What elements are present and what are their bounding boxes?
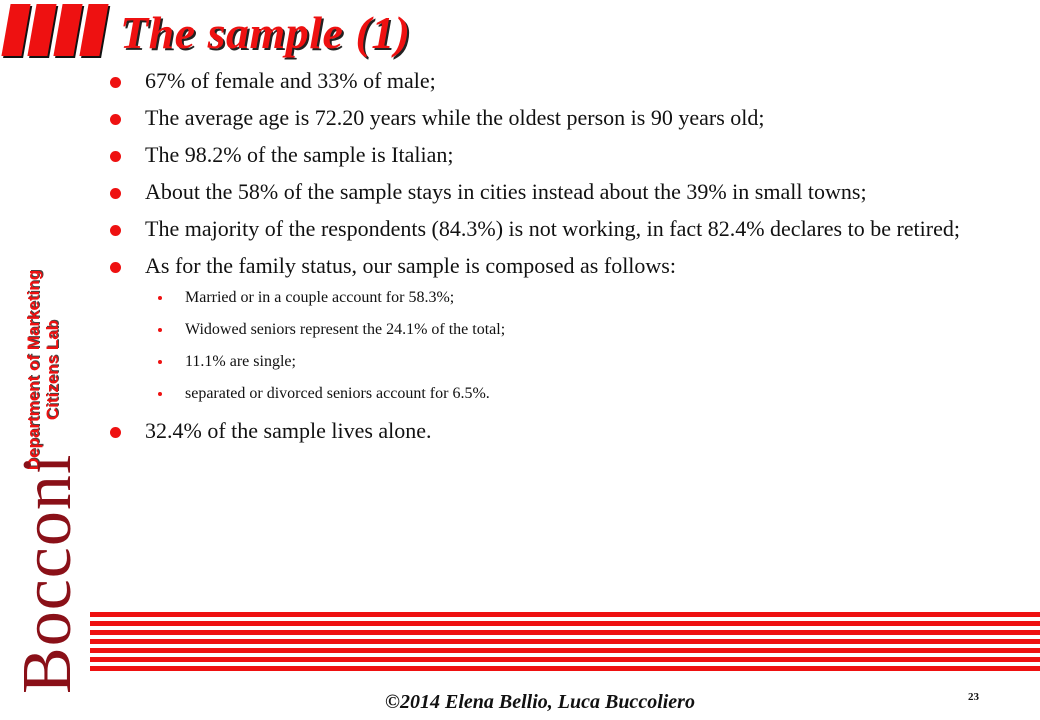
sub-bullet-item xyxy=(108,384,988,404)
bullet-list xyxy=(108,68,988,455)
bullet-item xyxy=(108,142,988,167)
sub-bullet-item xyxy=(108,288,988,308)
red-stripe xyxy=(90,657,1040,662)
bullet-text: The 98.2% of the sample is Italian; xyxy=(145,142,454,167)
sub-bullet-dot-icon xyxy=(158,392,162,396)
bullet-text: 67% of female and 33% of male; xyxy=(145,68,436,93)
footer-copyright: ©2014 Elena Bellio, Luca Buccoliero xyxy=(385,691,695,713)
page-number: 23 xyxy=(968,691,979,703)
bocconi-logo: Bocconi xyxy=(9,453,86,694)
red-stripe xyxy=(90,639,1040,644)
red-stripe xyxy=(90,666,1040,671)
bullet-item xyxy=(108,216,988,241)
department-line-2: Citizens Lab xyxy=(43,319,62,421)
bullet-dot-icon xyxy=(110,188,121,199)
decorative-red-blocks xyxy=(0,4,112,60)
sub-bullet-item xyxy=(108,320,988,340)
bullet-item xyxy=(108,418,988,443)
red-block xyxy=(53,4,82,56)
bullet-item xyxy=(108,179,988,204)
sub-bullet-list xyxy=(108,288,988,404)
bullet-text: About the 58% of the sample stays in cities instead about the 39% in small towns; xyxy=(145,179,867,204)
bullet-text: As for the family status, our sample is composed as follows: xyxy=(145,253,676,278)
sub-bullet-dot-icon xyxy=(158,360,162,364)
sub-bullet-dot-icon xyxy=(158,296,162,300)
decorative-red-stripes xyxy=(90,612,1040,682)
sub-bullet-dot-icon xyxy=(158,328,162,332)
bullet-item xyxy=(108,68,988,93)
slide-title: The sample (1) xyxy=(120,7,411,58)
bullet-dot-icon xyxy=(110,262,121,273)
bullet-dot-icon xyxy=(110,427,121,438)
department-line-1: Department of Marketing xyxy=(24,269,43,471)
bullet-text: The majority of the respondents (84.3%) is not working, in fact 82.4% declares to be retired; xyxy=(145,216,960,241)
red-block xyxy=(1,4,30,56)
sub-bullet-text: 11.1% are single; xyxy=(185,353,296,370)
bullet-dot-icon xyxy=(110,151,121,162)
bullet-item xyxy=(108,105,988,130)
sub-bullet-text: Widowed seniors represent the 24.1% of the total; xyxy=(185,321,506,338)
red-stripe xyxy=(90,612,1040,617)
bullet-item xyxy=(108,253,988,278)
red-stripe xyxy=(90,630,1040,635)
bullet-dot-icon xyxy=(110,77,121,88)
sub-bullet-text: separated or divorced seniors account for 6.5%. xyxy=(185,385,490,402)
bullet-text: The average age is 72.20 years while the oldest person is 90 years old; xyxy=(145,105,765,130)
red-block xyxy=(79,4,108,56)
bullet-text: 32.4% of the sample lives alone. xyxy=(145,418,432,443)
red-stripe xyxy=(90,621,1040,626)
bullet-dot-icon xyxy=(110,114,121,125)
sub-bullet-text: Married or in a couple account for 58.3%; xyxy=(185,289,455,306)
sub-bullet-item xyxy=(108,352,988,372)
bullet-dot-icon xyxy=(110,225,121,236)
red-stripe xyxy=(90,648,1040,653)
red-block xyxy=(27,4,56,56)
